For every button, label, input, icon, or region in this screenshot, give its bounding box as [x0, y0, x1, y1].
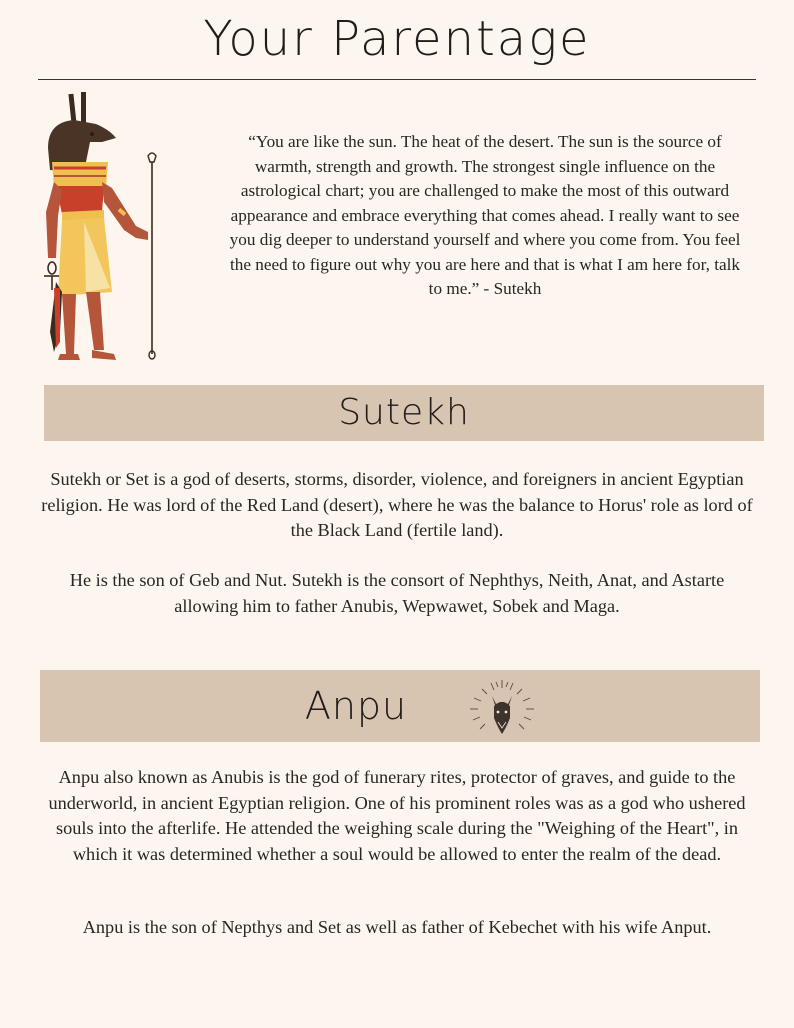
title-divider: [38, 79, 756, 80]
anubis-jackal-sunburst-icon: [464, 678, 540, 738]
sutekh-paragraph-2: He is the son of Geb and Nut. Sutekh is the consort of Nephthys, Neith, Anat, and Astarte allowing him to father Anubis, Wepwawet, Sobek and Maga.: [69, 570, 725, 616]
anpu-paragraph-1: Anpu also known as Anubis is the god of funerary rites, protector of graves, and guide to the underworld, in ancient Egyptian religion. One of his prominent roles was as a god who ushered souls into the afterlife. He attended the weighing scale during the "Weighing of the Heart", in which it was determined whether a soul would be allowed to enter the realm of the dead.: [48, 767, 746, 864]
anpu-paragraph-2: Anpu is the son of Nepthys and Set as well as father of Kebechet with his wife Anput.: [82, 917, 712, 937]
anpu-heading: Anpu: [304, 684, 408, 728]
sutekh-heading-band: [44, 385, 764, 441]
sutekh-heading: Sutekh: [338, 392, 470, 433]
page-title: Your Parentage: [203, 11, 591, 67]
anpu-heading-band: [40, 670, 760, 742]
sutekh-paragraph-1: Sutekh or Set is a god of deserts, storms, disorder, violence, and foreigners in ancient Egyptian religion. He was lord of the Red Land (desert), where he was the balance to Horus' role as lord of the Black Land (fertile land).: [41, 469, 753, 540]
set-deity-figure-icon: [40, 92, 170, 364]
sutekh-quote: “You are like the sun. The heat of the desert. The sun is the source of warmth, strength and growth. The strongest single influence on the astrological chart; you are challenged to make the most of this outward appearance and embrace everything that comes ahead. I really want to see you dig deeper to understand yourself and where you come from. You feel the need to figure out why you are here and that is what I am here for, talk to me.” - Sutekh: [229, 132, 741, 298]
